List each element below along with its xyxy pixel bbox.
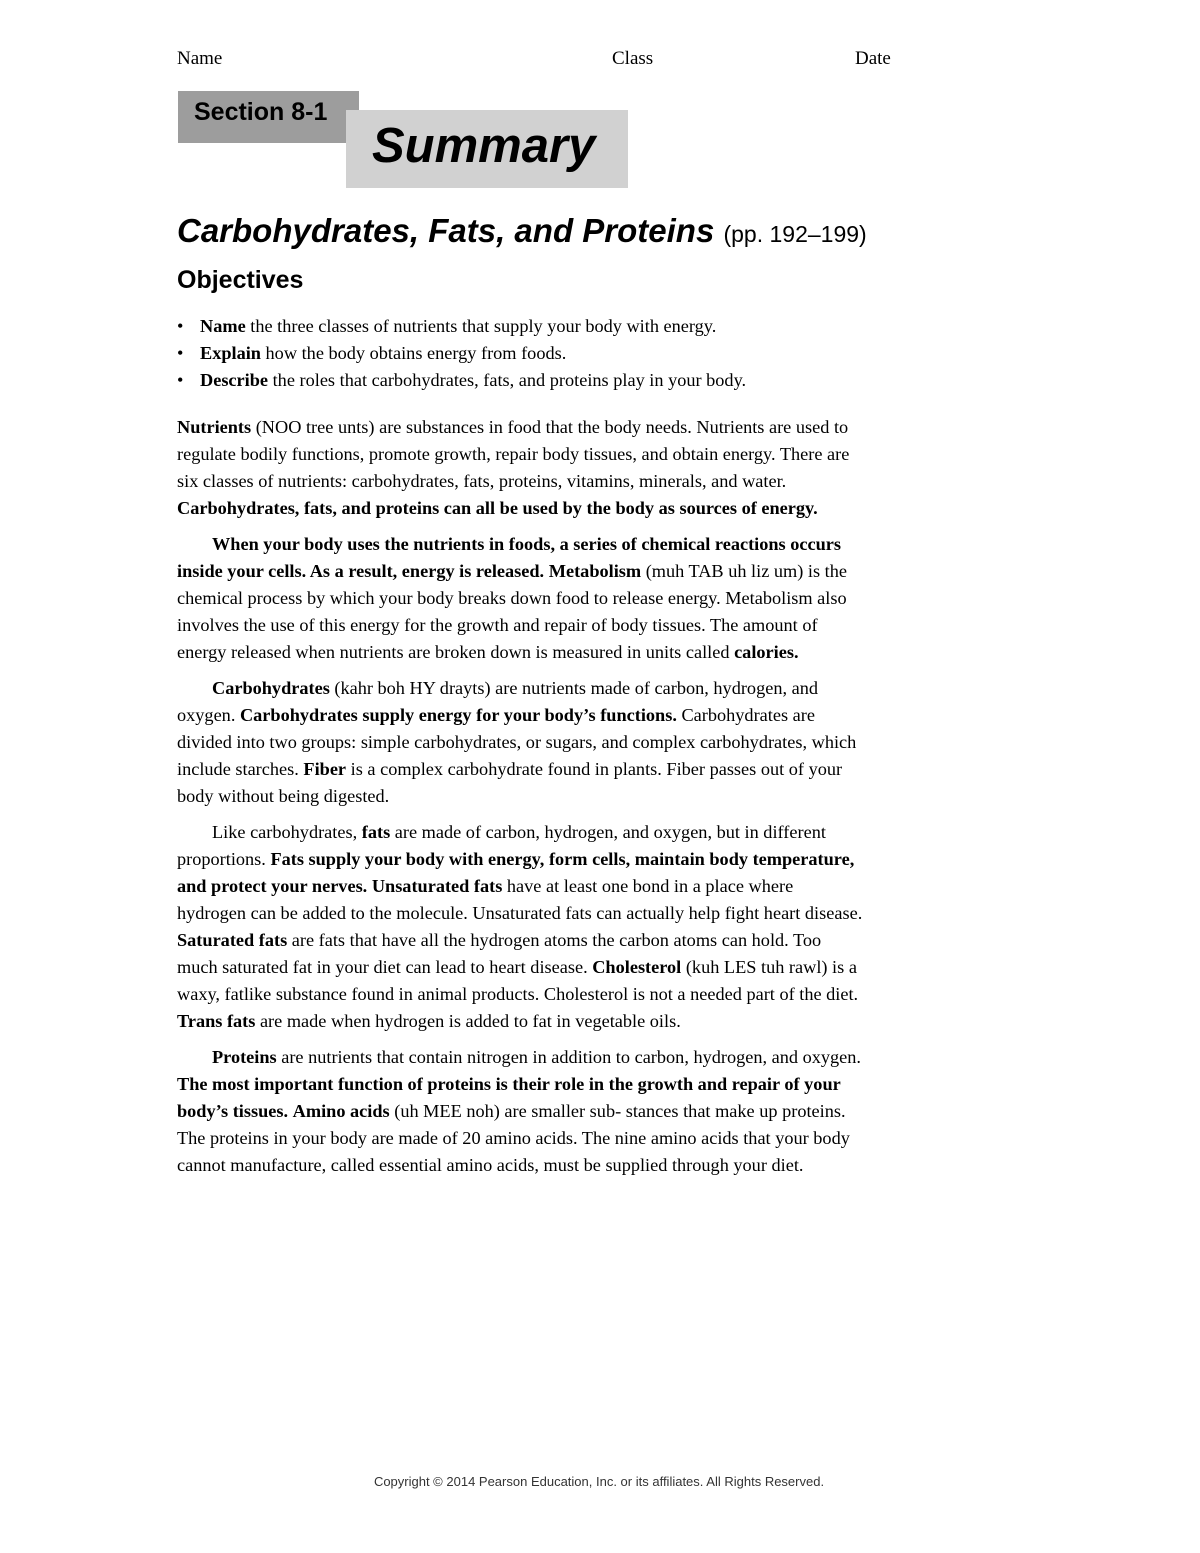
paragraph-metabolism (177, 531, 1027, 666)
term-fats: fats (361, 822, 391, 842)
title-pages: (pp. 192–199) (723, 221, 867, 247)
text: six classes of nutrients: carbohydrates, fats, proteins, vitamins, minerals, and water. (177, 471, 787, 491)
page-title (177, 212, 867, 250)
text: waxy, fatlike substance found in animal products. Cholesterol is not a needed part of the diet. (177, 984, 859, 1004)
text: are made when hydrogen is added to fat in vegetable oils. (255, 1011, 681, 1031)
key-concept: inside your cells. As a result, energy is released. (177, 561, 545, 581)
term-cholesterol: Cholesterol (592, 957, 682, 977)
objective-text: the three classes of nutrients that supply your body with energy. (245, 316, 717, 336)
title-main: Carbohydrates, Fats, and Proteins (177, 212, 715, 249)
term-fiber: Fiber (303, 759, 347, 779)
objective-verb: Explain (200, 343, 261, 363)
date-label: Date (855, 48, 891, 69)
term-proteins: Proteins (212, 1047, 277, 1067)
copyright-text: Copyright © 2014 Pearson Education, Inc. or its affiliates. All Rights Reserved. (373, 1474, 825, 1489)
text: cannot manufacture, called essential amino acids, must be supplied through your diet. (177, 1155, 804, 1175)
section-tab: Section 8-1 (178, 91, 359, 143)
paragraph-nutrients (177, 414, 1027, 522)
bullet-icon: • (177, 370, 184, 390)
key-concept: Carbohydrates, fats, and proteins can all be used by the body as sources of energy. (177, 498, 818, 518)
key-concept: Fats supply your body with energy, form cells, maintain body temperature, (270, 849, 855, 869)
text: chemical process by which your body breaks down food to release energy. Metabolism also (177, 588, 847, 608)
summary-body (177, 414, 1027, 1179)
text: much saturated fat in your diet can lead to heart disease. (177, 957, 593, 977)
text: include starches. (177, 759, 304, 779)
text: Carbohydrates are (676, 705, 815, 725)
text: are nutrients that contain nitrogen in addition to carbon, hydrogen, and oxygen. (276, 1047, 861, 1067)
key-concept: Carbohydrates supply energy for your body’s functions. (239, 705, 677, 725)
text: The proteins in your body are made of 20 amino acids. The nine amino acids that your body (177, 1128, 850, 1148)
summary-banner: Summary (346, 110, 628, 188)
name-label: Name (177, 48, 223, 69)
key-concept: When your body uses the nutrients in foods, a series of chemical reactions occurs (212, 534, 841, 554)
paragraph-fats (177, 819, 1027, 1035)
term-nutrients: Nutrients (177, 417, 252, 437)
copyright-footer (0, 1474, 1200, 1489)
text: (muh TAB uh liz um) is the (641, 561, 848, 581)
objective-item (177, 367, 746, 394)
text: energy released when nutrients are broken down is measured in units called (177, 642, 735, 662)
objective-text: how the body obtains energy from foods. (260, 343, 567, 363)
objectives-list (177, 313, 746, 394)
text: have at least one bond in a place where (502, 876, 794, 896)
term-unsaturated-fats: Unsaturated fats (371, 876, 503, 896)
key-concept: The most important function of proteins is their role in the growth and repair of your (177, 1074, 841, 1094)
term-trans-fats: Trans fats (177, 1011, 256, 1031)
text: (kahr boh HY drayts) are nutrients made of carbon, hydrogen, and (329, 678, 818, 698)
text: are fats that have all the hydrogen atoms the carbon atoms can hold. Too (287, 930, 822, 950)
objective-verb: Describe (200, 370, 269, 390)
objective-verb: Name (200, 316, 246, 336)
objective-item (177, 313, 746, 340)
objectives-heading: Objectives (177, 266, 304, 294)
text: (kuh LES tuh rawl) is a (681, 957, 857, 977)
text: hydrogen can be added to the molecule. Unsaturated fats can actually help fight heart disease. (177, 903, 863, 923)
text: body without being digested. (177, 786, 390, 806)
term-carbohydrates: Carbohydrates (212, 678, 330, 698)
text: (uh MEE noh) are smaller sub- stances that make up proteins. (389, 1101, 846, 1121)
paragraph-proteins (177, 1044, 1027, 1179)
objective-text: the roles that carbohydrates, fats, and proteins play in your body. (268, 370, 747, 390)
text: oxygen. (177, 705, 240, 725)
text: Like carbohydrates, (212, 822, 362, 842)
key-concept: body’s tissues. (177, 1101, 289, 1121)
text: proportions. (177, 849, 271, 869)
key-concept: and protect your nerves. (177, 876, 368, 896)
text: divided into two groups: simple carbohydrates, or sugars, and complex carbohydrates, which (177, 732, 857, 752)
text: is a complex carbohydrate found in plants. Fiber passes out of your (346, 759, 843, 779)
term-metabolism: Metabolism (548, 561, 642, 581)
text: (NOO tree unts) are substances in food that the body needs. Nutrients are used to (251, 417, 849, 437)
term-saturated-fats: Saturated fats (177, 930, 288, 950)
text: regulate bodily functions, promote growth, repair body tissues, and obtain energy. There are (177, 444, 850, 464)
text: involves the use of this energy for the growth and repair of body tissues. The amount of (177, 615, 818, 635)
bullet-icon: • (177, 316, 184, 336)
bullet-icon: • (177, 343, 184, 363)
term-amino-acids: Amino acids (292, 1101, 390, 1121)
paragraph-carbohydrates (177, 675, 1027, 810)
objective-item (177, 340, 746, 367)
term-calories: calories. (734, 642, 799, 662)
class-label: Class (612, 48, 654, 69)
text: are made of carbon, hydrogen, and oxygen, but in different (390, 822, 826, 842)
